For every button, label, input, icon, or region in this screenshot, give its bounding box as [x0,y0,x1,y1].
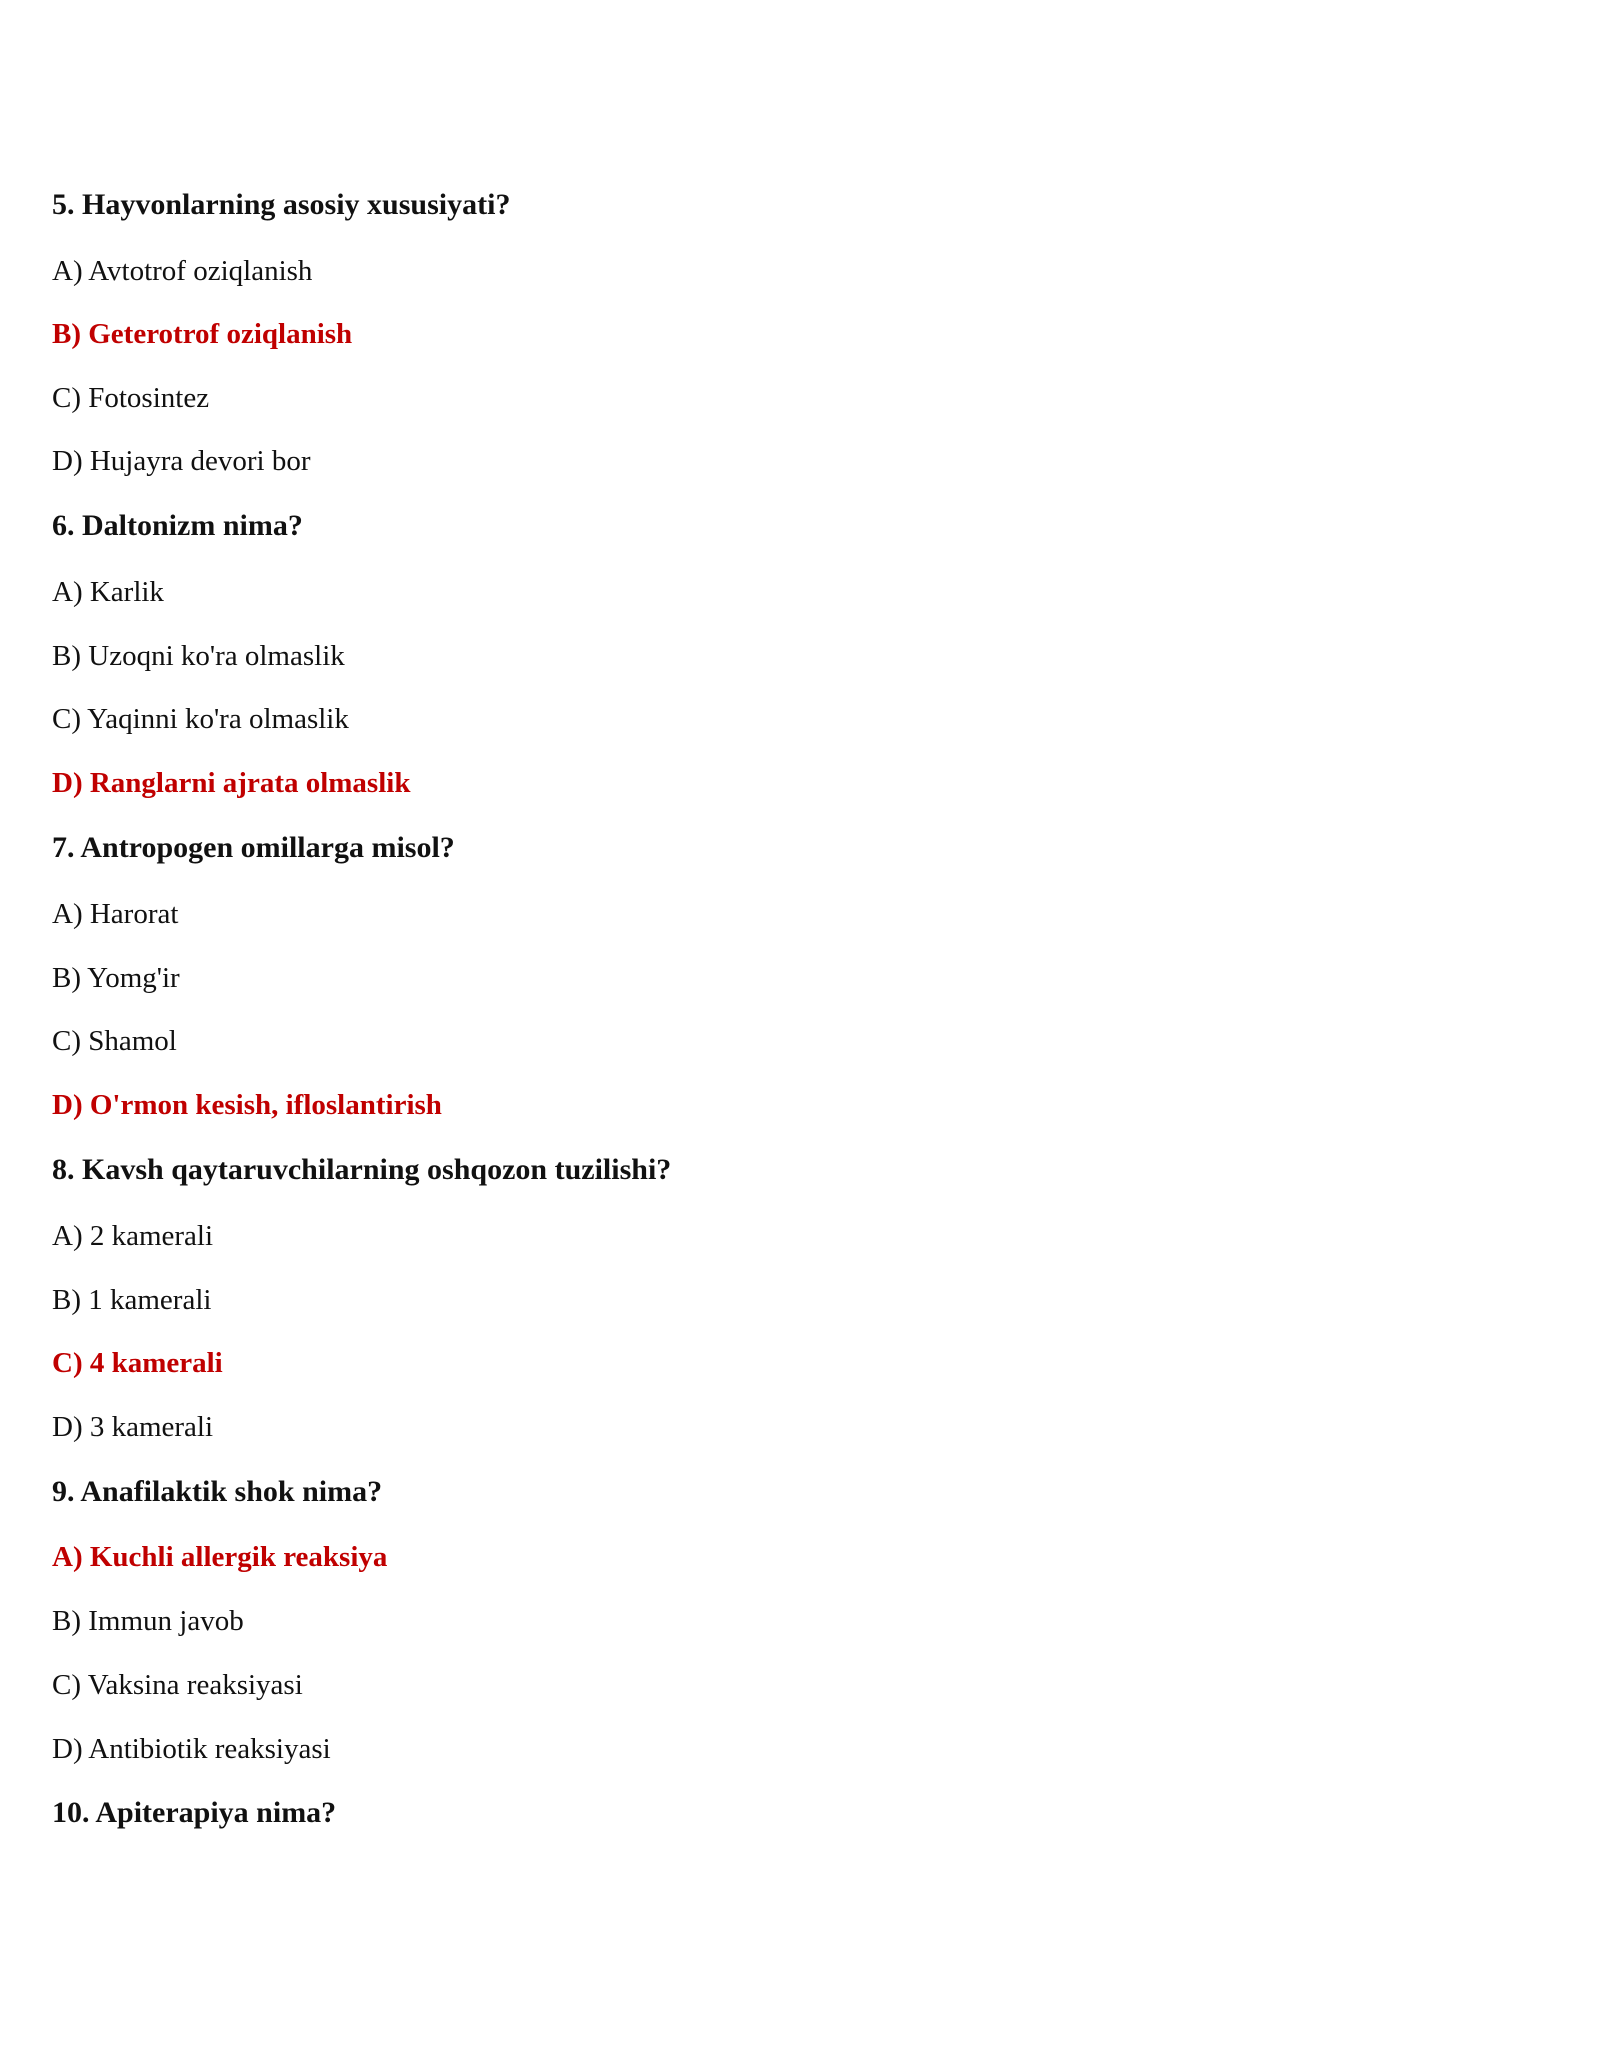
question-6: 6. Daltonizm nima? [52,509,303,542]
q5-option-d: D) Hujayra devori bor [52,445,311,477]
q6-option-d-correct: D) Ranglarni ajrata olmaslik [52,767,411,799]
question-9: 9. Anafilaktik shok nima? [52,1475,383,1508]
q8-option-b: B) 1 kamerali [52,1284,212,1316]
q6-option-b: B) Uzoqni ko'ra olmaslik [52,640,345,672]
question-8: 8. Kavsh qaytaruvchilarning oshqozon tuzilishi? [52,1153,672,1186]
q7-option-b: B) Yomg'ir [52,962,180,994]
question-10: 10. Apiterapiya nima? [52,1796,337,1829]
question-5: 5. Hayvonlarning asosiy xususiyati? [52,188,511,221]
q6-option-a: A) Karlik [52,576,164,608]
q9-option-b: B) Immun javob [52,1605,244,1637]
q8-option-d: D) 3 kamerali [52,1411,214,1443]
q7-option-c: C) Shamol [52,1025,177,1057]
q5-option-c: C) Fotosintez [52,382,210,414]
q7-option-a: A) Harorat [52,898,179,930]
q7-option-d-correct: D) O'rmon kesish, ifloslantirish [52,1089,442,1121]
q5-option-a: A) Avtotrof oziqlanish [52,255,313,287]
q9-option-c: C) Vaksina reaksiyasi [52,1669,303,1701]
q5-option-b-correct: B) Geterotrof oziqlanish [52,318,353,350]
q8-option-c-correct: C) 4 kamerali [52,1347,223,1379]
q9-option-d: D) Antibiotik reaksiyasi [52,1733,331,1765]
q9-option-a-correct: A) Kuchli allergik reaksiya [52,1541,388,1573]
question-7: 7. Antropogen omillarga misol? [52,831,455,864]
q6-option-c: C) Yaqinni ko'ra olmaslik [52,703,349,735]
q8-option-a: A) 2 kamerali [52,1220,214,1252]
